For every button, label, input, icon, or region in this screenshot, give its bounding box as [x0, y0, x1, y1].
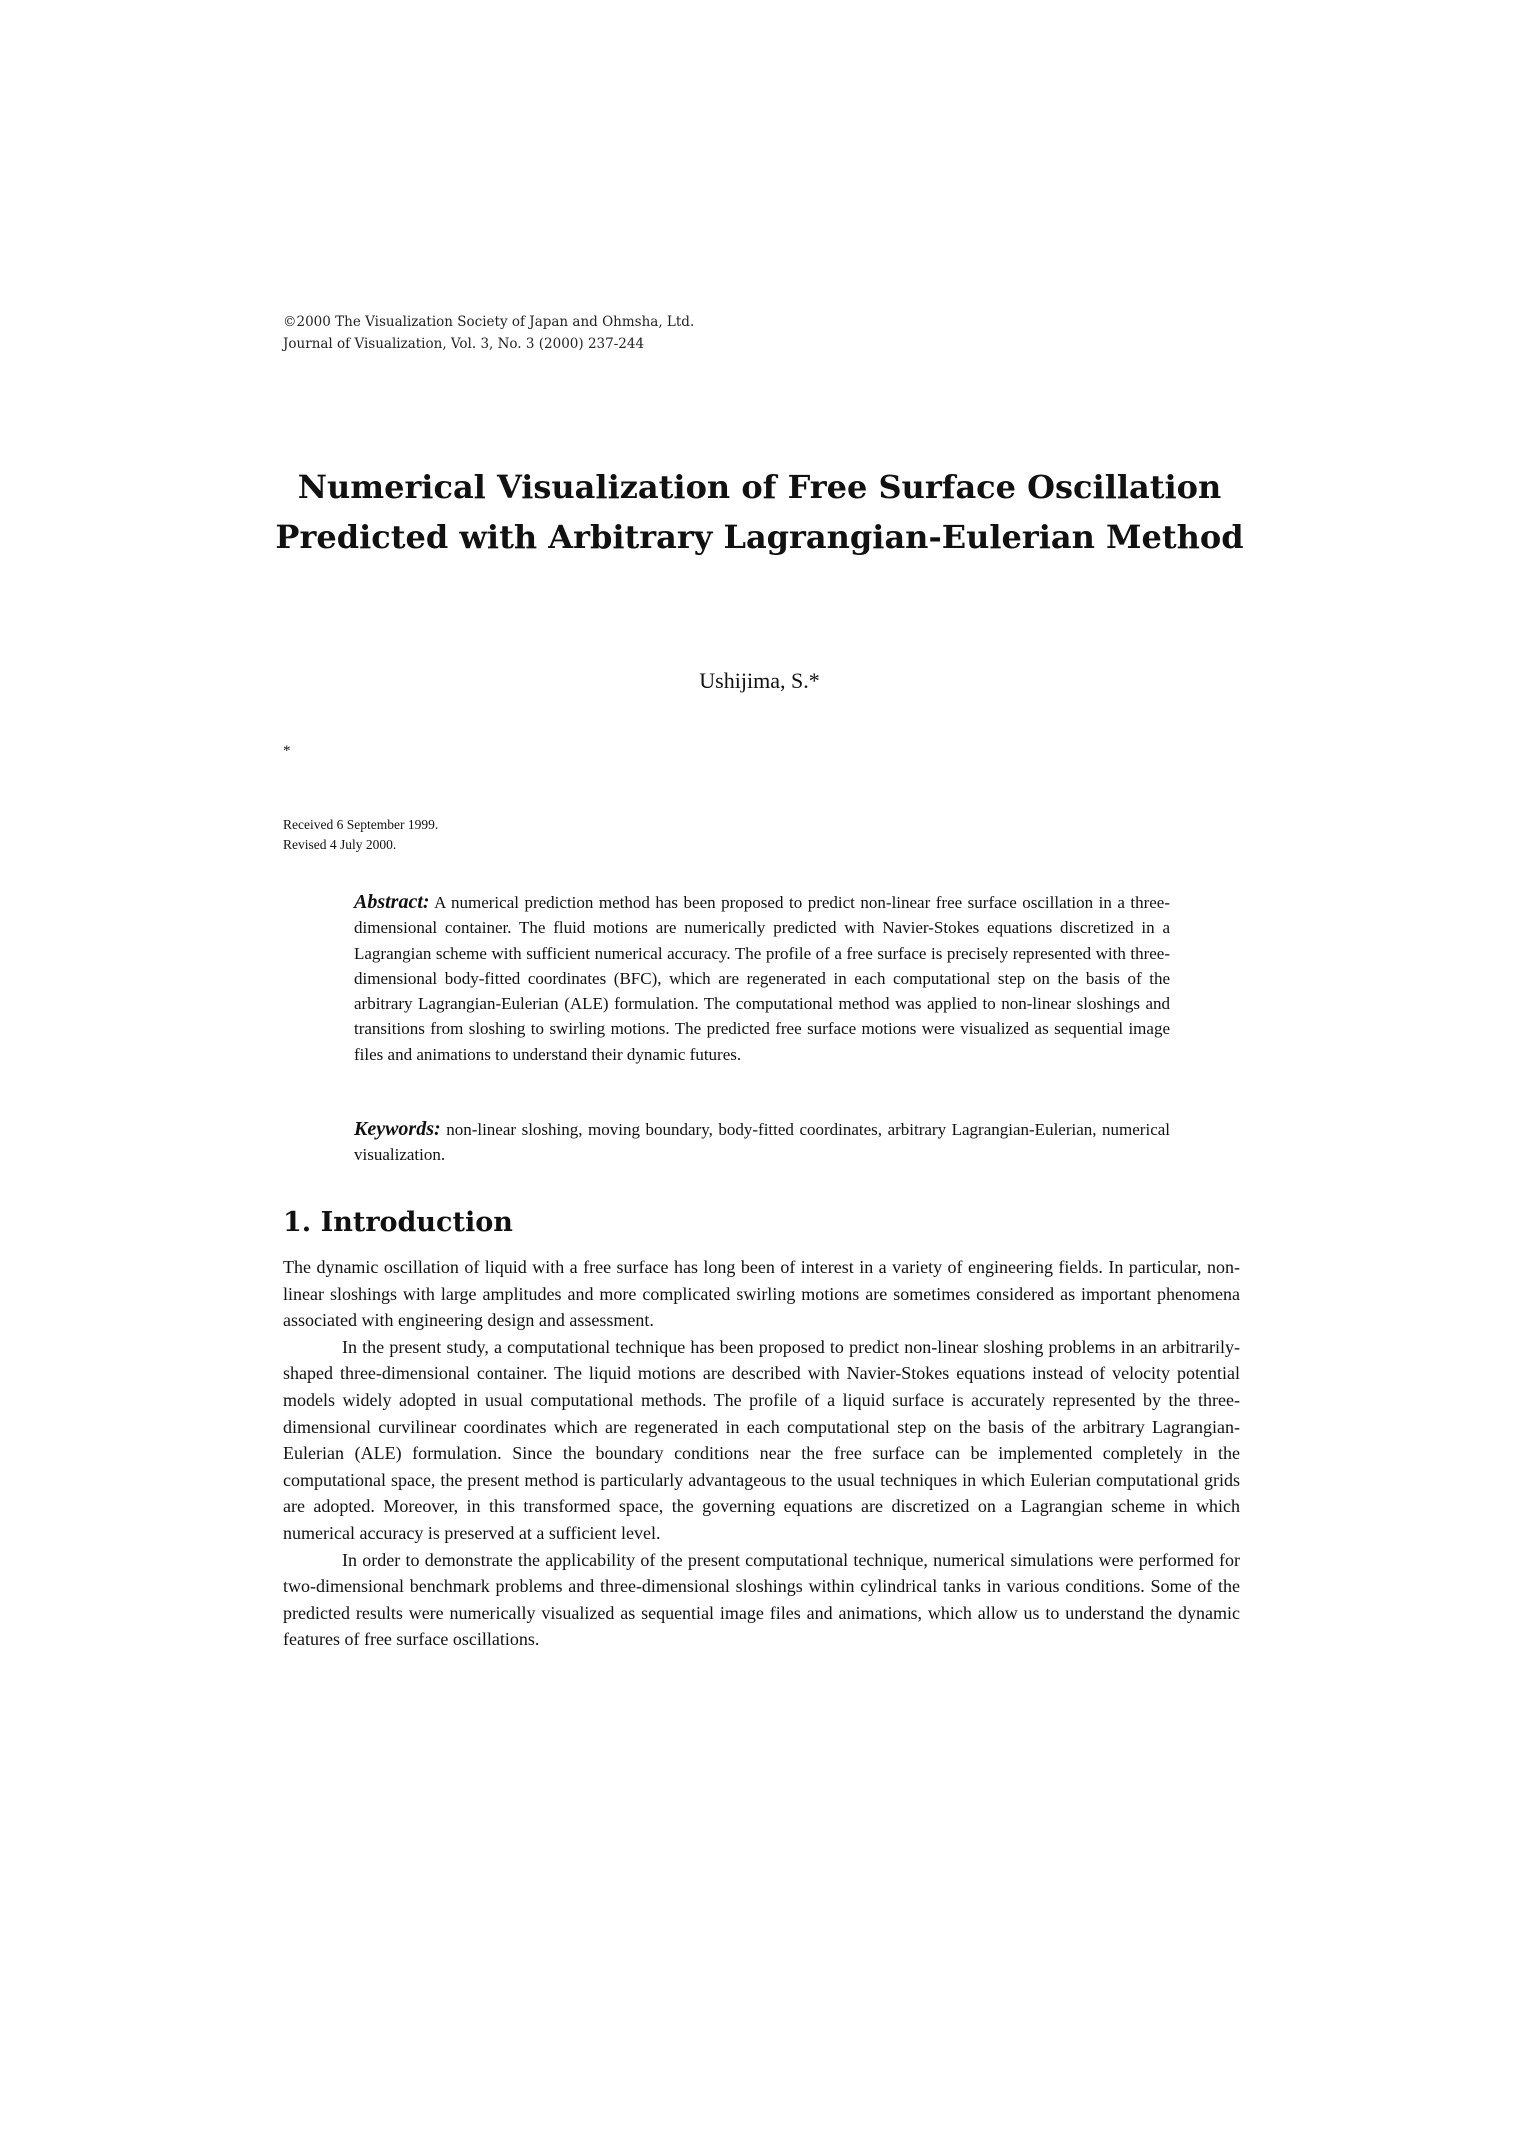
- received-date: Received 6 September 1999.: [283, 817, 439, 832]
- section-heading-introduction: 1. Introduction: [283, 1207, 513, 1238]
- title-line-1: Numerical Visualization of Free Surface Oscillation: [297, 468, 1222, 506]
- introduction-body: [283, 1254, 1240, 1653]
- abstract-label: Abstract: [354, 891, 423, 913]
- paragraph: In order to demonstrate the applicability of the present computational technique, numerical simulations were performed for two-dimensional benchmark problems and three-dimensional sloshings within cylindrical tanks in various conditions. Some of the predicted results were numerically visualized as sequential image files and animations, which allow us to understand the dynamic features of free surface oscillations.: [283, 1549, 1240, 1650]
- journal-citation: Journal of Visualization, Vol. 3, No. 3 (2000) 237-244: [283, 336, 645, 352]
- paragraph: The dynamic oscillation of liquid with a free surface has long been of interest in a variety of engineering fields. In particular, non-linear sloshings with large amplitudes and more complicated swirling motions are sometimes considered as important phenomena associated with engineering design and assessment.: [283, 1257, 1240, 1331]
- keywords: [354, 1117, 1170, 1168]
- submission-dates: [283, 815, 438, 855]
- abstract: [354, 890, 1170, 1067]
- title-line-2: Predicted with Arbitrary Lagrangian-Eulerian Method: [275, 518, 1244, 556]
- keywords-text: non-linear sloshing, moving boundary, body-fitted coordinates, arbitrary Lagrangian-Eulerian, numerical visualization.: [354, 1120, 1171, 1165]
- keywords-separator: :: [434, 1118, 441, 1140]
- affiliation-mark: *: [283, 743, 291, 759]
- abstract-separator: :: [422, 891, 430, 913]
- author-name: Ushijima, S.*: [699, 668, 820, 693]
- journal-header: [283, 311, 694, 355]
- paper-title: [0, 462, 1519, 562]
- paragraph: In the present study, a computational technique has been proposed to predict non-linear sloshing problems in an arbitrarily-shaped three-dimensional container. The liquid motions are described with Navier-Stokes equations instead of velocity potential models widely adopted in usual computational methods. The profile of a liquid surface is accurately represented by the three-dimensional curvilinear coordinates which are regenerated in each computational step on the basis of the arbitrary Lagrangian-Eulerian (ALE) formulation. Since the boundary conditions near the free surface can be implemented completely in the computational space, the present method is particularly advantageous to the usual techniques in which Eulerian computational grids are adopted. Moreover, in this transformed space, the governing equations are discretized on a Lagrangian scheme in which numerical accuracy is preserved at a sufficient level.: [283, 1336, 1240, 1543]
- keywords-label: Keywords: [354, 1118, 434, 1140]
- abstract-text: A numerical prediction method has been proposed to predict non-linear free surface oscillation in a three-dimensional container. The fluid motions are numerically predicted with Navier-Stokes equations discretized in a Lagrangian scheme with sufficient numerical accuracy. The profile of a free surface is precisely represented with three-dimensional body-fitted coordinates (BFC), which are regenerated in each computational step on the basis of the arbitrary Lagrangian-Eulerian (ALE) formulation. The computational method was applied to non-linear sloshings and transitions from sloshing to swirling motions. The predicted free surface motions were visualized as sequential image files and animations to understand their dynamic futures.: [354, 893, 1171, 1064]
- revised-date: Revised 4 July 2000.: [283, 837, 397, 852]
- copyright-line: ©2000 The Visualization Society of Japan and Ohmsha, Ltd.: [283, 314, 695, 330]
